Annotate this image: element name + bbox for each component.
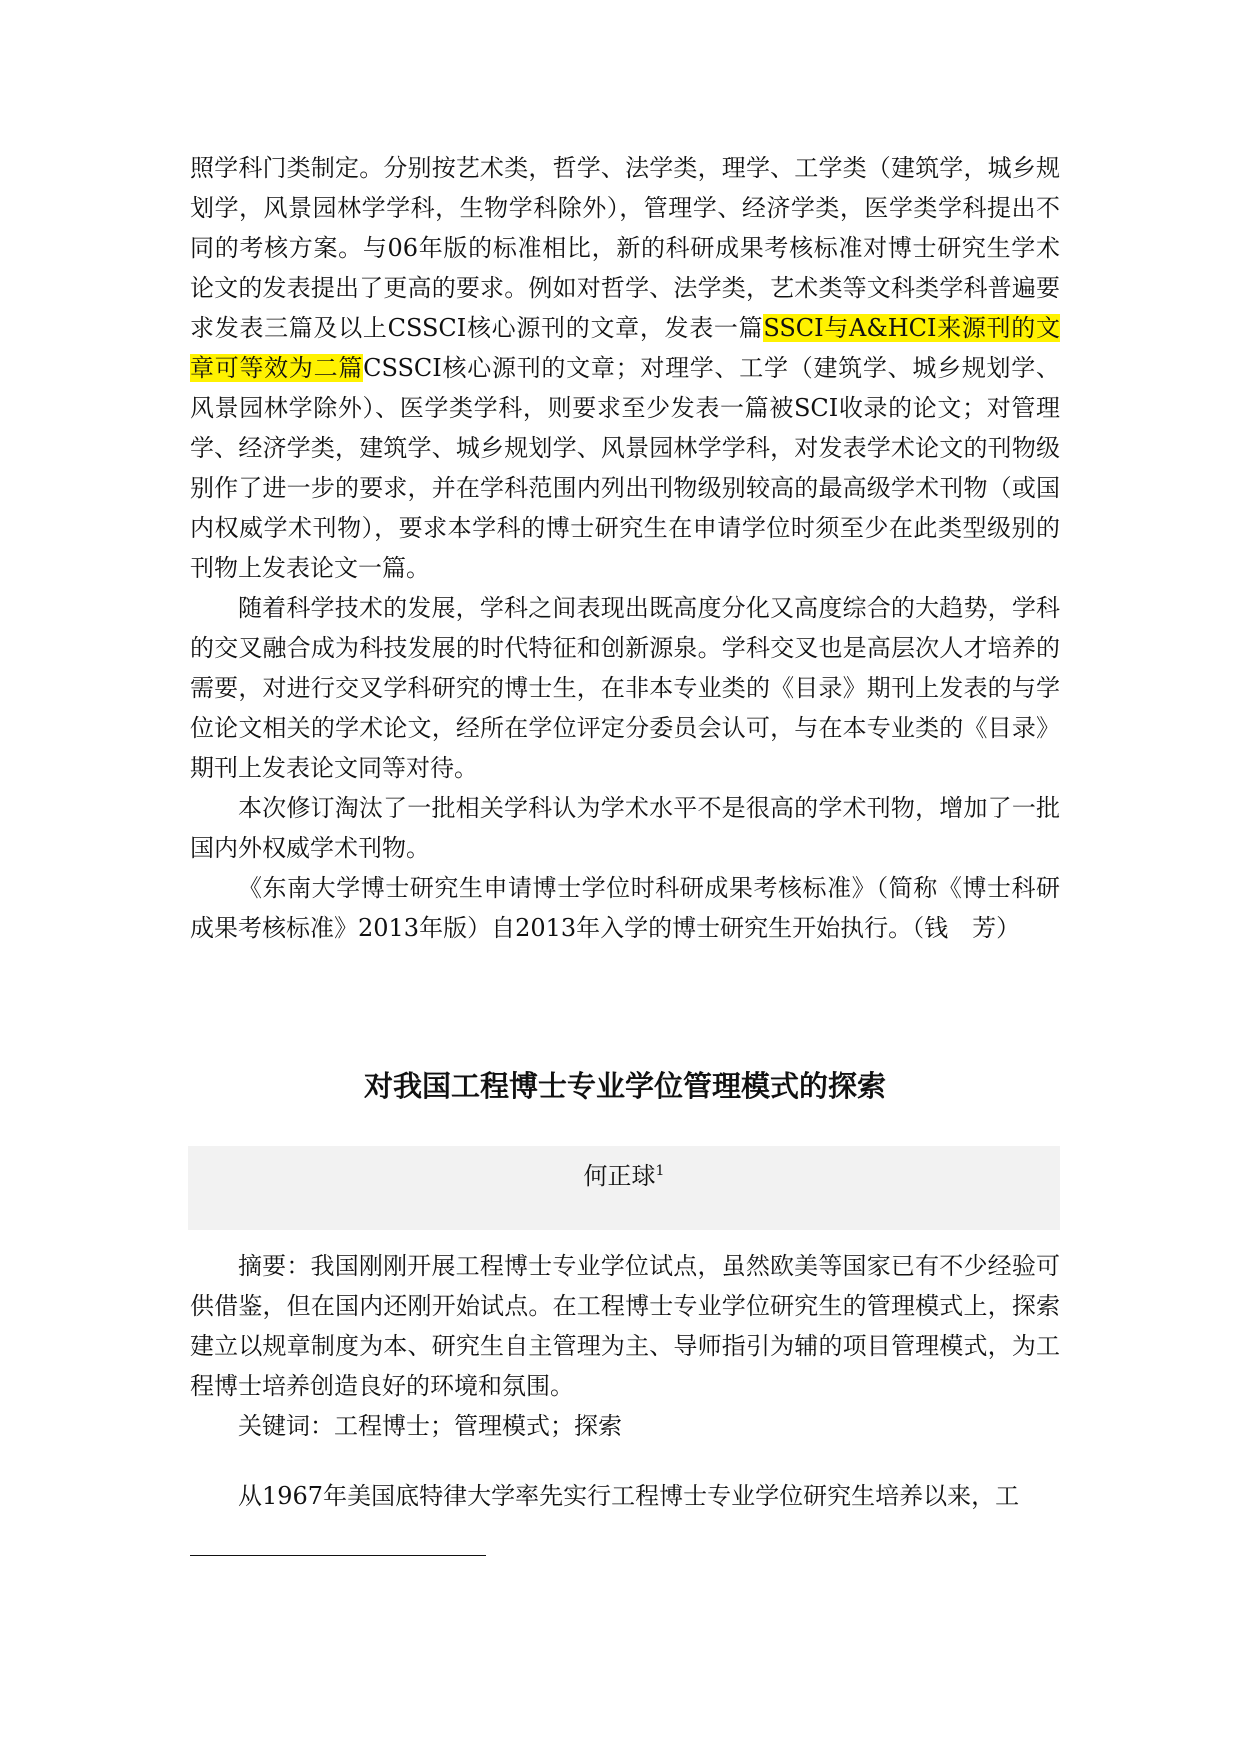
author-line: [188, 1146, 1060, 1192]
body-first-line: 从1967年美国底特律大学率先实行工程博士专业学位研究生培养以来，工: [238, 1482, 1020, 1510]
abstract-text: 摘要：我国刚刚开展工程博士专业学位试点，虽然欧美等国家已有不少经验可供借鉴，但在国内还刚开始试点。在工程博士专业学位研究生的管理模式上，探索建立以规章制度为本、研究生自主管理为主、导师指引为辅的项目管理模式，为工程博士培养创造良好的环境和氛围。: [190, 1252, 1060, 1400]
article-body: [190, 1476, 1060, 1516]
author-footnote-mark: 1: [655, 1163, 665, 1179]
highlighted-text: SSCI与A&HCI来源刊的文章可等效为二篇: [190, 314, 1060, 382]
paragraph-interdisciplinary: 随着科学技术的发展，学科之间表现出既高度分化又高度综合的大趋势，学科的交叉融合成为科技发展的时代特征和创新源泉。学科交叉也是高层次人才培养的需要，对进行交叉学科研究的博士生，在非本专业类的《目录》期刊上发表的与学位论文相关的学术论文，经所在学位评定分委员会认可，与在本专业类的《目录》期刊上发表论文同等对待。: [190, 594, 1060, 782]
article-title: 对我国工程博士专业学位管理模式的探索: [363, 1069, 886, 1103]
paragraph-assessment-standards: [190, 148, 1060, 588]
abstract-section: [190, 1246, 1060, 1446]
continuation-section: [190, 148, 1060, 948]
paragraph-text: CSSCI核心源刊的文章；对理学、工学（建筑学、城乡规划学、风景园林学除外）、医学类学科，则要求至少发表一篇被SCI收录的论文；对管理学、经济学类，建筑学、城乡规划学、风景园林学学科，对发表学术论文的刊物级别作了进一步的要求，并在学科范围内列出刊物级别较高的最高级学术刊物（或国内权威学术刊物），要求本学科的博士研究生在申请学位时须至少在此类型级别的刊物上发表论文一篇。: [190, 354, 1061, 582]
paragraph-revision: 本次修订淘汰了一批相关学科认为学术水平不是很高的学术刊物，增加了一批国内外权威学术刊物。: [190, 794, 1060, 862]
footnote-divider: [190, 1555, 486, 1556]
author-name: 何正球: [583, 1162, 656, 1190]
keywords-line: 关键词：工程博士；管理模式；探索: [238, 1412, 622, 1440]
paragraph-text: 照学科门类制定。分别按艺术类，哲学、法学类，理学、工学类（建筑学，城乡规划学，风景园林学学科，生物学科除外），管理学、经济学类，医学类学科提出不同的考核方案。与06年版的标准相比，新的科研成果考核标准对博士研究生学术论文的发表提出了更高的要求。例如对哲学、法学类，艺术类等文科类学科普遍要求发表三篇及以上CSSCI核心源刊的文章，发表一篇: [190, 154, 1060, 342]
paragraph-effective-date: 《东南大学博士研究生申请博士学位时科研成果考核标准》（简称《博士科研成果考核标准》2013年版）自2013年入学的博士研究生开始执行。（钱 芳）: [190, 874, 1060, 942]
author-band: [188, 1146, 1060, 1230]
